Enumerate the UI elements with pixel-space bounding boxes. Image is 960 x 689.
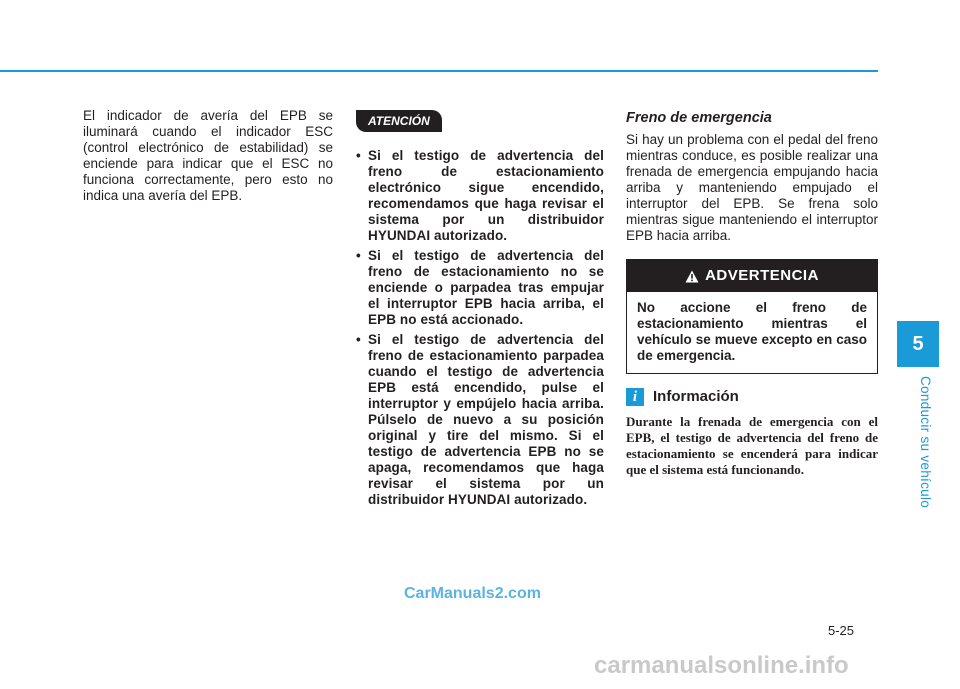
list-item-text: Si el testigo de advertencia del freno de estacionamiento no se enciende o parpadea tras empujar el interruptor EPB hacia arriba, el EPB no está accionado. <box>368 248 604 327</box>
info-icon: i <box>626 388 644 406</box>
watermark-text: carmanualsonline.info <box>594 652 849 679</box>
warning-title: ADVERTENCIA <box>705 267 819 284</box>
atencion-list <box>354 148 604 508</box>
right-column <box>626 110 878 478</box>
warning-triangle-icon <box>685 270 699 283</box>
chapter-number-tab <box>897 321 939 367</box>
chapter-title: Conducir su vehículo <box>918 376 933 509</box>
bullet-icon: • <box>356 248 361 263</box>
epb-indicator-paragraph: El indicador de avería del EPB se iluminará cuando el indicador ESC (control electrónico de estabilidad) se enciende para indicar que el ESC no funciona correctamente, pero esto no indica una avería del EPB. <box>83 108 333 203</box>
bullet-icon: • <box>356 332 361 347</box>
chapter-number: 5 <box>912 332 924 355</box>
list-item <box>354 248 604 328</box>
atencion-badge: ATENCIÓN <box>356 110 442 132</box>
section-heading: Freno de emergencia <box>626 110 772 126</box>
warning-header <box>627 260 877 292</box>
list-item-text: Si el testigo de advertencia del freno de estacionamiento parpadea cuando el testigo de advertencia EPB está encendido, pulse el interruptor y empújelo hacia arriba. Púlselo de nuevo a su posición original y tire del mismo. Si el testigo de advertencia EPB no se apaga, recomendamos que haga revisar el sistema por un distribuidor HYUNDAI autorizado. <box>368 332 604 507</box>
left-column <box>83 108 333 204</box>
info-text: Durante la frenada de emergencia con el EPB, el testigo de advertencia del freno de estacionamiento se encenderá para indicar que el sistema está funcionando. <box>626 414 878 477</box>
warning-box <box>626 259 878 374</box>
header-rule <box>0 70 878 72</box>
info-title: Información <box>653 388 739 405</box>
watermark-link[interactable]: CarManuals2.com <box>404 585 541 602</box>
info-header <box>626 388 878 406</box>
bullet-icon: • <box>356 148 361 163</box>
middle-column <box>354 110 604 512</box>
list-item <box>354 148 604 244</box>
page-number: 5-25 <box>828 623 855 638</box>
list-item-text: Si el testigo de advertencia del freno de estacionamiento electrónico sigue encendido, recomendamos que haga revisar el sistema por un distribuidor HYUNDAI autorizado. <box>368 148 604 243</box>
list-item <box>354 332 604 508</box>
emergency-brake-paragraph: Si hay un problema con el pedal del freno mientras conduce, es posible realizar una frenada de emergencia empujando hacia arriba y manteniendo empujado el interruptor del EPB. Se frena solo mientras sigue manteniendo el interruptor EPB hacia arriba. <box>626 132 878 243</box>
warning-text: No accione el freno de estacionamiento mientras el vehículo se mueve excepto en caso de emergencia. <box>637 300 867 363</box>
